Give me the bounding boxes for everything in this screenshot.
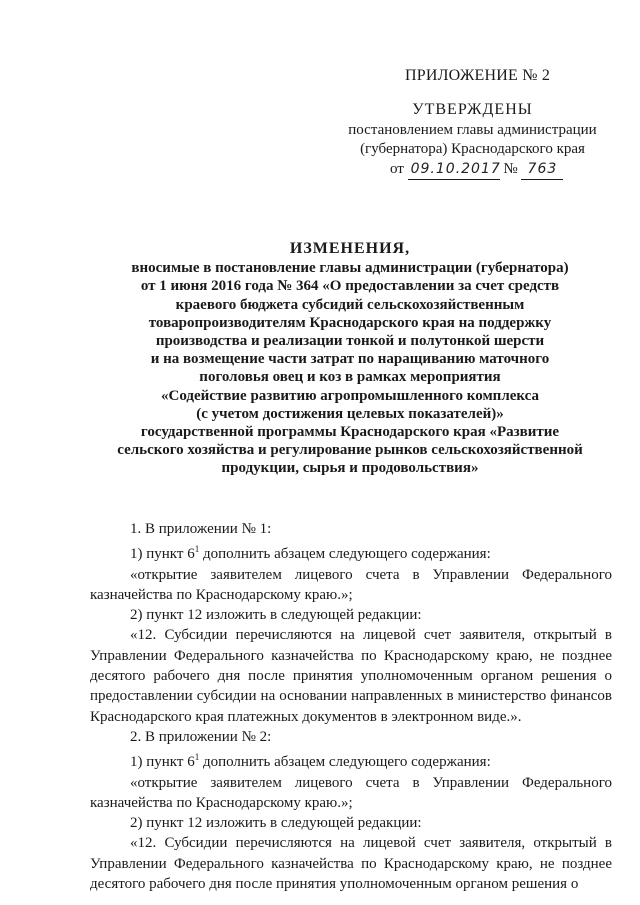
heading-line: «Содействие развитию агропромышленного комплекса (161, 387, 539, 404)
document-body (90, 519, 612, 894)
document-heading (60, 240, 640, 478)
approval-block (345, 100, 600, 180)
approved-line-2: (губернатора) Краснодарского края (360, 141, 585, 157)
item-text-start: 1) пункт 6 (130, 546, 195, 563)
approved-title: УТВЕРЖДЕНЫ (412, 101, 533, 118)
paragraph-quote-subsidy-second: «12. Субсидии перечисляются на лицевой счет заявителя, открытый в Управлении Федерального казначейства по Краснодарскому краю, не позднее десятого рабочего дня после принятия уполномоченным органом решения о (90, 835, 612, 893)
paragraph-appendix-1: 1. В приложении № 1: (130, 521, 272, 537)
heading-line: товаропроизводителям Краснодарского края на поддержку (148, 314, 552, 331)
heading-line: государственной программы Краснодарского края «Развитие (140, 424, 560, 441)
item-text-end: дополнить абзацем следующего содержания: (199, 546, 491, 563)
number-prefix: № (503, 161, 518, 177)
paragraph-appendix-2: 2. В приложении № 2: (130, 728, 272, 745)
paragraph-item-12: 2) пункт 12 изложить в следующей редакции: (130, 607, 422, 624)
paragraph-quote-account: «открытие заявителем лицевого счета в Управлении Федерального казначейства по Краснодарскому краю.»; (90, 566, 612, 603)
paragraph-item-6-1 (90, 539, 612, 564)
item-text-end: дополнить абзацем следующего содержания: (199, 754, 491, 771)
heading-line: от 1 июня 2016 года № 364 «О предоставлении за счет средств (140, 278, 560, 295)
heading-line: и на возмещение части затрат по наращиванию маточного (150, 351, 550, 368)
paragraph-quote-subsidy: «12. Субсидии перечисляются на лицевой счет заявителя, открытый в Управлении Федерального казначейства по Краснодарскому краю, не позднее десятого рабочего дня после принятия уполномоченным органом решения о предоставлении субсидии на основании направленных в министерство финансов Краснодарского края платежных документов в электронном виде.». (90, 627, 612, 725)
approved-line-1: постановлением главы администрации (348, 122, 597, 138)
handwritten-number: 763 (521, 160, 563, 180)
date-prefix: от (390, 161, 404, 177)
approval-date-line (390, 160, 600, 180)
paragraph-item-6-1-second (90, 747, 612, 772)
superscript: 1 (194, 752, 200, 763)
heading-title: ИЗМЕНЕНИЯ, (289, 240, 411, 257)
handwritten-date: 09.10.2017 (408, 160, 500, 180)
paragraph-quote-account-second: «открытие заявителем лицевого счета в Управлении Федерального казначейства по Краснодарскому краю.»; (90, 774, 612, 811)
heading-line: краевого бюджета субсидий сельскохозяйственным (175, 296, 525, 313)
heading-line: поголовья овец и коз в рамках мероприятия (199, 369, 501, 386)
heading-line: вносимые в постановление главы администрации (губернатора) (131, 260, 569, 277)
heading-line: сельского хозяйства и регулирование рынков сельскохозяйственной (117, 442, 583, 459)
superscript: 1 (194, 544, 200, 555)
heading-line: продукции, сырья и продовольствия» (221, 460, 479, 477)
paragraph-item-12-second: 2) пункт 12 изложить в следующей редакции: (130, 815, 422, 832)
appendix-label: ПРИЛОЖЕНИЕ № 2 (405, 67, 551, 84)
heading-line: (с учетом достижения целевых показателей)» (196, 405, 504, 422)
item-text-start: 1) пункт 6 (130, 754, 195, 771)
heading-line: производства и реализации тонкой и полутонкой шерсти (155, 333, 545, 350)
